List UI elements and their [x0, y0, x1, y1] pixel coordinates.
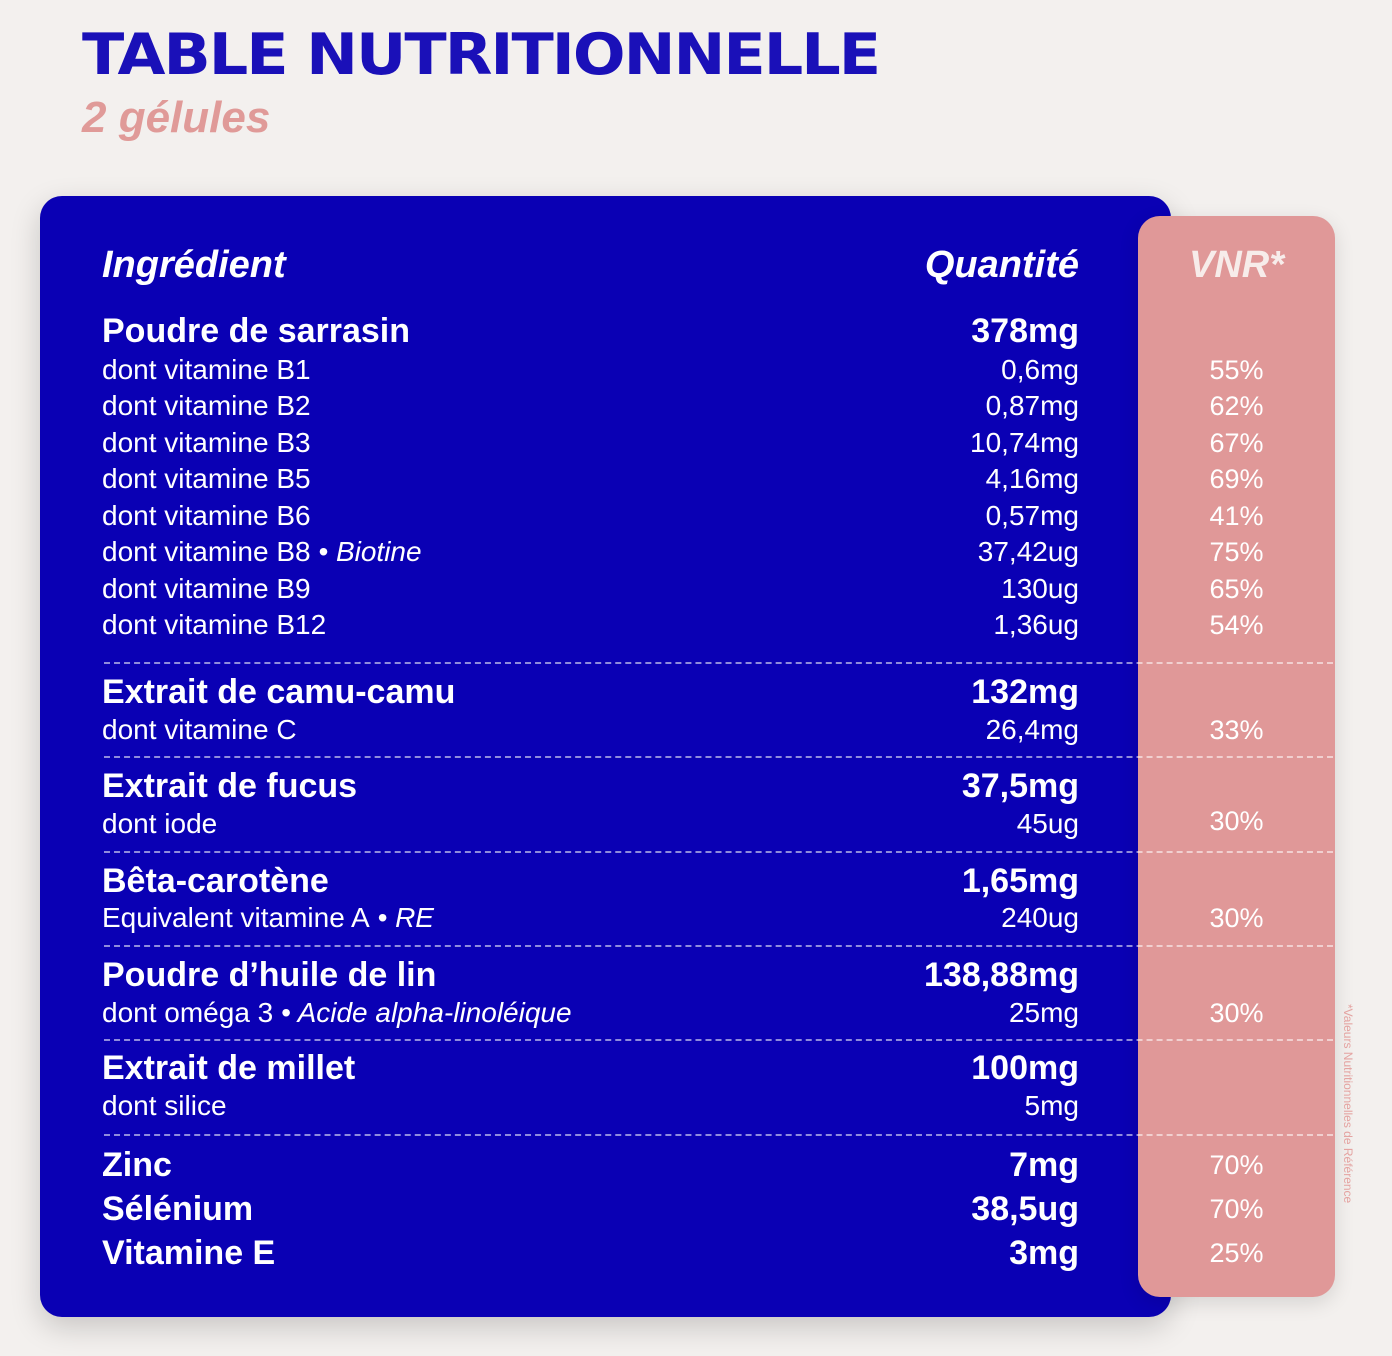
table-row-sub	[0, 459, 1392, 499]
table-row-main	[0, 1048, 1392, 1088]
vnr-value: 30%	[1209, 998, 1264, 1028]
vnr-value: 55%	[1209, 355, 1264, 385]
ingredient-note: • Acide alpha-linoléique	[273, 997, 572, 1028]
table-row-main	[0, 1233, 1392, 1273]
vnr-value: 41%	[1209, 501, 1264, 531]
quantity-value: 100mg	[971, 1049, 1079, 1087]
quantity-value: 1,65mg	[961, 862, 1079, 900]
table-row-main	[0, 311, 1392, 351]
section-divider	[104, 851, 1333, 853]
ingredient-name: Zinc	[102, 1146, 172, 1184]
quantity-value: 378mg	[971, 312, 1079, 350]
vnr-value: 33%	[1209, 715, 1264, 745]
vnr-value: 67%	[1209, 428, 1264, 458]
ingredient-name: Poudre de sarrasin	[102, 312, 411, 350]
quantity-value: 0,57mg	[985, 500, 1079, 531]
quantity-value: 0,87mg	[985, 390, 1079, 421]
ingredient-name: Extrait de millet	[102, 1049, 356, 1087]
table-row-sub	[0, 993, 1392, 1033]
quantity-value: 138,88mg	[924, 956, 1079, 994]
ingredient-name: Extrait de fucus	[102, 767, 358, 805]
vnr-value: 25%	[1209, 1238, 1264, 1268]
vnr-value: 75%	[1209, 537, 1264, 567]
table-row-sub	[0, 1086, 1392, 1126]
ingredient-name: dont iode	[102, 808, 218, 839]
header-quantity: Quantité	[924, 244, 1079, 286]
quantity-value: 7mg	[1009, 1146, 1079, 1184]
vnr-footnote: *Valeurs Nutritionnelles de Référence	[1341, 1004, 1355, 1204]
quantity-value: 45ug	[1016, 808, 1079, 839]
ingredient-name: dont vitamine B1	[102, 354, 311, 385]
quantity-value: 1,36ug	[993, 609, 1079, 640]
table-row-sub	[0, 423, 1392, 463]
ingredient-name	[102, 993, 572, 1033]
section-divider	[104, 945, 1333, 947]
table-row-sub	[0, 804, 1392, 844]
table-row-main	[0, 766, 1392, 806]
section-divider	[104, 1134, 1333, 1136]
page-title: TABLE NUTRITIONNELLE	[82, 20, 880, 88]
quantity-value: 38,5ug	[971, 1190, 1079, 1228]
vnr-value: 62%	[1209, 391, 1264, 421]
table-row-main	[0, 861, 1392, 901]
ingredient-name: dont silice	[102, 1090, 227, 1121]
table-row-sub	[0, 532, 1392, 572]
quantity-value: 240ug	[1001, 902, 1079, 933]
table-row-main	[0, 672, 1392, 712]
vnr-value: 30%	[1209, 903, 1264, 933]
serving-subtitle: 2 gélules	[82, 93, 271, 142]
header-ingredient: Ingrédient	[102, 244, 286, 286]
section-divider	[104, 1039, 1333, 1041]
table-row-main	[0, 955, 1392, 995]
quantity-value: 37,42ug	[977, 536, 1079, 567]
quantity-value: 3mg	[1009, 1234, 1079, 1272]
ingredient-name	[102, 898, 434, 938]
quantity-value: 5mg	[1024, 1090, 1079, 1121]
ingredient-name	[102, 532, 422, 572]
quantity-value: 10,74mg	[970, 427, 1079, 458]
section-divider	[104, 756, 1333, 758]
section-divider	[104, 662, 1333, 664]
ingredient-note: • RE	[369, 902, 434, 933]
quantity-value: 132mg	[971, 673, 1079, 711]
ingredient-name: Extrait de camu-camu	[102, 673, 456, 711]
table-row-sub	[0, 496, 1392, 536]
table-row-sub	[0, 569, 1392, 609]
header-vnr: VNR*	[1188, 244, 1285, 286]
ingredient-name: Bêta-carotène	[102, 862, 329, 900]
quantity-value: 4,16mg	[985, 463, 1079, 494]
ingredient-name: dont vitamine B12	[102, 609, 327, 640]
quantity-value: 37,5mg	[961, 767, 1079, 805]
quantity-value: 0,6mg	[1001, 354, 1079, 385]
vnr-value: 69%	[1209, 464, 1264, 494]
ingredient-name: Poudre d’huile de lin	[102, 956, 437, 994]
table-row-main	[0, 1145, 1392, 1185]
vnr-value: 70%	[1209, 1150, 1264, 1180]
ingredient-note: • Biotine	[310, 536, 422, 567]
ingredient-name: dont vitamine B5	[102, 463, 311, 494]
vnr-value: 65%	[1209, 574, 1264, 604]
quantity-value: 130ug	[1001, 573, 1079, 604]
ingredient-label: dont vitamine B8	[102, 536, 311, 567]
ingredient-label: dont oméga 3	[102, 997, 274, 1028]
ingredient-label: Equivalent vitamine A	[102, 902, 370, 933]
ingredient-name: dont vitamine B6	[102, 500, 311, 531]
ingredient-name: Sélénium	[102, 1190, 254, 1228]
vnr-value: 30%	[1209, 806, 1264, 836]
table-row-sub	[0, 605, 1392, 645]
vnr-value: 70%	[1209, 1194, 1264, 1224]
ingredient-name: dont vitamine B3	[102, 427, 311, 458]
table-row-main	[0, 1189, 1392, 1229]
ingredient-name: dont vitamine C	[102, 714, 297, 745]
ingredient-name: Vitamine E	[102, 1234, 276, 1272]
quantity-value: 25mg	[1008, 997, 1079, 1028]
table-row-sub	[0, 898, 1392, 938]
vnr-value: 54%	[1209, 610, 1264, 640]
quantity-value: 26,4mg	[985, 714, 1079, 745]
table-row-sub	[0, 386, 1392, 426]
ingredient-name: dont vitamine B2	[102, 390, 311, 421]
table-row-sub	[0, 710, 1392, 750]
table-row-sub	[0, 350, 1392, 390]
ingredient-name: dont vitamine B9	[102, 573, 311, 604]
